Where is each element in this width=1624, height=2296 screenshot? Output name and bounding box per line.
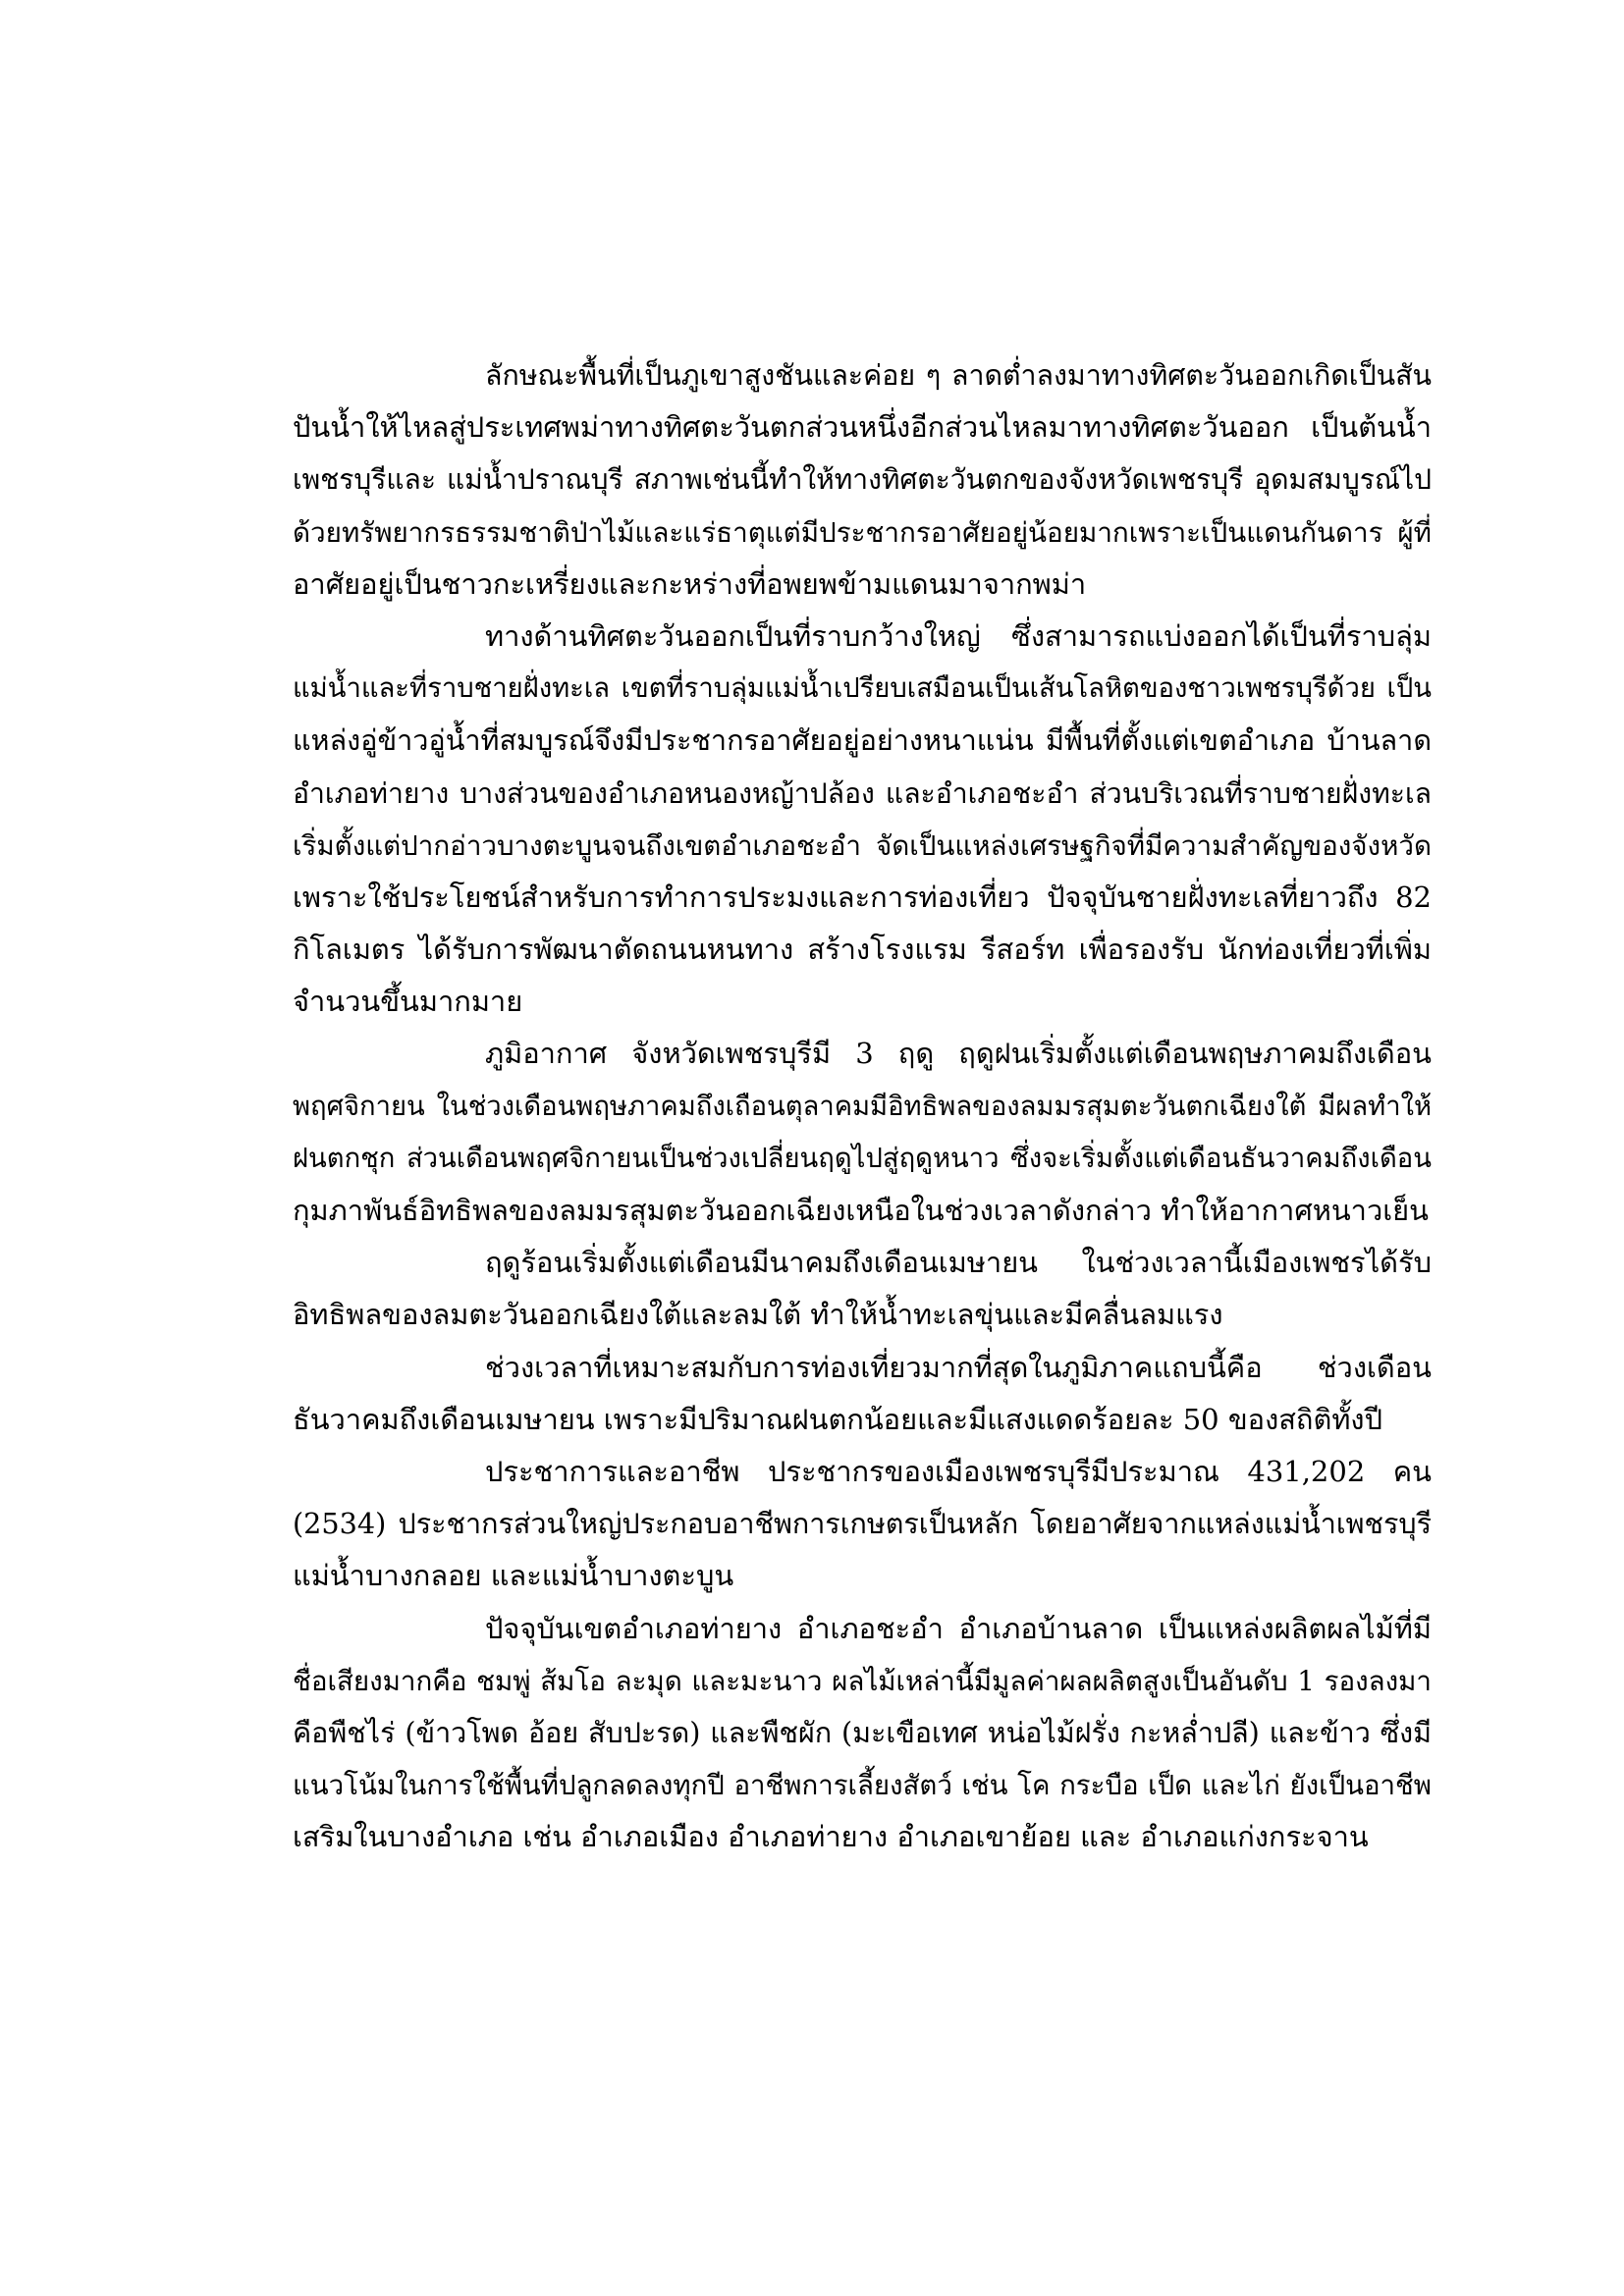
- text-line: แม่น้ำและที่ราบชายฝั่งทะเล เขตที่ราบลุ่มแม่น้ำเปรียบเสมือนเป็นเส้นโลหิตของชาวเพชรบุรีด้วย เป็น: [293, 673, 1432, 705]
- document-body: [293, 349, 1432, 1863]
- text-line: แหล่งอู่ข้าวอู่น้ำที่สมบูรณ์จึงมีประชากรอาศัยอยู่อย่างหนาแน่น มีพื้นที่ตั้งแต่เขตอำเภอ บ้านลาด: [293, 723, 1432, 758]
- text-line: อิทธิพลของลมตะวันออกเฉียงใต้และลมใต้ ทำให้น้ำทะเลขุ่นและมีคลื่นลมแรง: [293, 1298, 1223, 1332]
- text-line: อาศัยอยู่เป็นชาวกะเหรี่ยงและกะหร่างที่อพยพข้ามแดนมาจากพม่า: [293, 566, 1087, 601]
- text-line: อำเภอท่ายาง บางส่วนของอำเภอหนองหญ้าปล้อง และอำเภอชะอำ ส่วนบริเวณที่ราบชายฝั่งทะเล: [293, 776, 1432, 810]
- text-line: ธันวาคมถึงเดือนเมษายน เพราะมีปริมาณฝนตกน้อยและมีแสงแดดร้อยละ 50 ของสถิติทั้งปี: [293, 1402, 1383, 1436]
- text-line: คือพืชไร่ (ข้าวโพด อ้อย สับปะรด) และพืชผัก (มะเขือเทศ หน่อไม้ฝรั่ง กะหล่ำปลี) และข้าว ซึ่งมี: [293, 1715, 1432, 1749]
- text-line: ปัจจุบันเขตอำเภอท่ายาง อำเภอชะอำ อำเภอบ้านลาด เป็นแหล่งผลิตผลไม้ที่มี: [485, 1611, 1432, 1645]
- text-line: กิโลเมตร ได้รับการพัฒนาตัดถนนหนทาง สร้างโรงแรม รีสอร์ท เพื่อรองรับ นักท่องเที่ยวที่เพิ่ม: [293, 933, 1432, 967]
- text-line: (2534) ประชากรส่วนใหญ่ประกอบอาชีพการเกษตรเป็นหลัก โดยอาศัยจากแหล่งแม่น้ำเพชรบุรี: [293, 1507, 1432, 1541]
- text-line: กุมภาพันธ์อิทธิพลของลมมรสุมตะวันออกเฉียงเหนือในช่วงเวลาดังกล่าว ทำให้อากาศหนาวเย็น: [293, 1194, 1429, 1227]
- text-line: ฝนตกชุก ส่วนเดือนพฤศจิกายนเป็นช่วงเปลี่ยนฤดูไปสู่ฤดูหนาว ซึ่งจะเริ่มตั้งแต่เดือนธันวาคมถึงเดือน: [293, 1143, 1432, 1174]
- text-line: ประชาการและอาชีพ ประชากรของเมืองเพชรบุรีมีประมาณ 431,202 คน: [485, 1454, 1432, 1488]
- text-line: เพชรบุรีและ แม่น้ำปราณบุรี สภาพเช่นนี้ทำให้ทางทิศตะวันตกของจังหวัดเพชรบุรี อุดมสมบูรณ์ไป: [293, 463, 1433, 497]
- text-line: ด้วยทรัพยากรธรรมชาติป่าไม้และแร่ธาตุแต่มีประชากรอาศัยอยู่น้อยมากเพราะเป็นแดนกันดาร ผู้ที่: [293, 515, 1432, 549]
- text-line: ภูมิอากาศ จังหวัดเพชรบุรีมี 3 ฤดู ฤดูฝนเริ่มตั้งแต่เดือนพฤษภาคมถึงเดือน: [485, 1037, 1432, 1071]
- text-line: ชื่อเสียงมากคือ ชมพู่ ส้มโอ ละมุด และมะนาว ผลไม้เหล่านี้มีมูลค่าผลผลิตสูงเป็นอันดับ 1 รองลงมา: [293, 1664, 1432, 1697]
- text-line: ลักษณะพื้นที่เป็นภูเขาสูงชันและค่อย ๆ ลาดต่ำลงมาทางทิศตะวันออกเกิดเป็นสัน: [485, 359, 1432, 392]
- text-line: ช่วงเวลาที่เหมาะสมกับการท่องเที่ยวมากที่สุดในภูมิภาคแถบนี้คือ ช่วงเดือน: [485, 1350, 1432, 1384]
- text-line: แนวโน้มในการใช้พื้นที่ปลูกลดลงทุกปี อาชีพการเลี้ยงสัตว์ เช่น โค กระบือ เป็ด และไก่ ยังเป็นอาชีพ: [293, 1769, 1432, 1802]
- text-line: ทางด้านทิศตะวันออกเป็นที่ราบกว้างใหญ่ ซึ่งสามารถแบ่งออกได้เป็นที่ราบลุ่ม: [485, 618, 1432, 653]
- text-line: เสริมในบางอำเภอ เช่น อำเภอเมือง อำเภอท่ายาง อำเภอเขาย้อย และ อำเภอแก่งกระจาน: [293, 1820, 1369, 1854]
- text-line: ฤดูร้อนเริ่มตั้งแต่เดือนมีนาคมถึงเดือนเมษายน ในช่วงเวลานี้เมืองเพชรได้รับ: [485, 1246, 1432, 1280]
- text-line: จำนวนขึ้นมากมาย: [293, 985, 523, 1019]
- text-line: เพราะใช้ประโยชน์สำหรับการทำการประมงและการท่องเที่ยว ปัจจุบันชายฝั่งทะเลที่ยาวถึง 82: [293, 880, 1432, 914]
- text-line: แม่น้ำบางกลอย และแม่น้ำบางตะบูน: [293, 1559, 734, 1593]
- text-line: พฤศจิกายน ในช่วงเดือนพฤษภาคมถึงเถือนตุลาคมมีอิทธิพลของลมมรสุมตะวันตกเฉียงใต้ มีผลทำให้: [293, 1091, 1432, 1122]
- text-line: เริ่มตั้งแต่ปากอ่าวบางตะบูนจนถึงเขตอำเภอชะอำ จัดเป็นแหล่งเศรษฐกิจที่มีความสำคัญของจังหวัด: [293, 828, 1432, 862]
- text-line: ปันน้ำให้ไหลสู่ประเทศพม่าทางทิศตะวันตกส่วนหนึ่งอีกส่วนไหลมาทางทิศตะวันออก เป็นต้นน้ำ: [293, 410, 1432, 445]
